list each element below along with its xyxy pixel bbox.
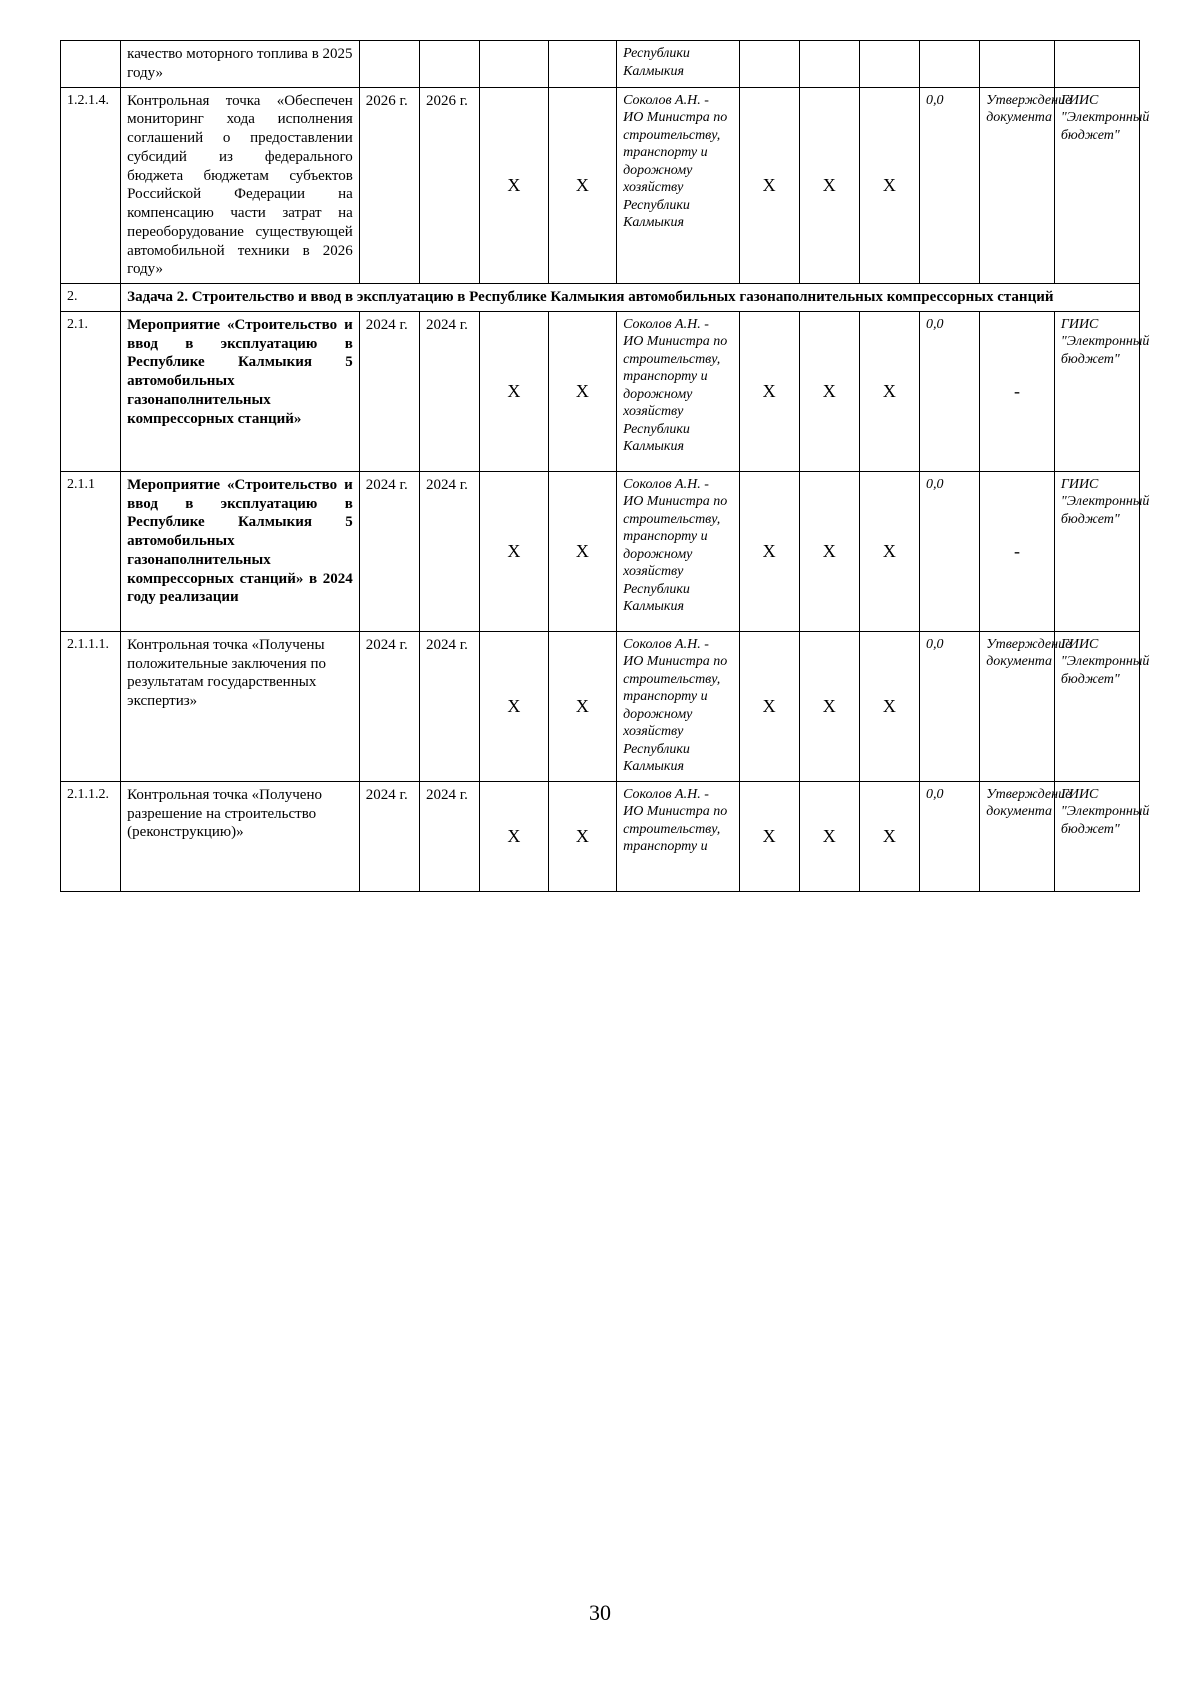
row-name: Контрольная точка «Получены положительные заключения по результатам государственных экспертиз» (121, 631, 360, 781)
row-x-mark: X (799, 311, 859, 471)
row-end: 2024 г. (419, 311, 479, 471)
row-x-mark: X (739, 631, 799, 781)
row-name: качество моторного топлива в 2025 году» (121, 41, 360, 88)
row-end: 2024 г. (419, 471, 479, 631)
row-x-mark: X (799, 631, 859, 781)
row-name: Контрольная точка «Обеспечен мониторинг хода исполнения соглашений о предоставлении субсидий из федерального бюджета бюджетам субъектов Российской Федерации на компенсацию части затрат на переоборудование существующей автомобильной техники в 2026 году» (121, 87, 360, 284)
row-amount: 0,0 (920, 87, 980, 284)
row-amount: 0,0 (920, 631, 980, 781)
table-row (61, 41, 1140, 88)
row-x-mark: X (548, 631, 616, 781)
row-start: 2024 г. (359, 471, 419, 631)
row-x-mark: X (859, 471, 919, 631)
row-number: 2.1.1.1. (61, 631, 121, 781)
row-end: 2024 г. (419, 781, 479, 891)
row-amount: 0,0 (920, 781, 980, 891)
row-responsible: Соколов А.Н. - ИО Министра по строительству, транспорту и дорожному хозяйству Республики Калмыкия (617, 311, 739, 471)
row-x-mark: X (548, 781, 616, 891)
row-x-mark: X (548, 471, 616, 631)
row-number: 2.1.1 (61, 471, 121, 631)
row-document: - (980, 471, 1055, 631)
row-responsible: Соколов А.Н. - ИО Министра по строительству, транспорту и дорожному хозяйству Республики Калмыкия (617, 471, 739, 631)
row-system: ГИИС "Электронный бюджет" (1054, 87, 1139, 284)
plan-table (60, 40, 1150, 892)
row-document: - (980, 311, 1055, 471)
row-document: Утверждение документа (980, 631, 1055, 781)
table-row (61, 781, 1140, 891)
table-row (61, 87, 1140, 284)
row-start: 2024 г. (359, 311, 419, 471)
row-responsible: Соколов А.Н. - ИО Министра по строительству, транспорту и (617, 781, 739, 891)
task-title: Задача 2. Строительство и ввод в эксплуатацию в Республике Калмыкия автомобильных газонаполнительных компрессорных станций (121, 284, 1140, 312)
row-document: Утверждение документа (980, 781, 1055, 891)
row-start: 2024 г. (359, 781, 419, 891)
task-row (61, 284, 1140, 312)
row-x-mark: X (480, 471, 548, 631)
page-number: 30 (589, 1600, 611, 1625)
table-row (61, 471, 1140, 631)
row-x-mark: X (859, 311, 919, 471)
row-name: Мероприятие «Строительство и ввод в эксплуатацию в Республике Калмыкия 5 автомобильных газонаполнительных компрессорных станций» в 2024 году реализации (121, 471, 360, 631)
row-system: ГИИС "Электронный бюджет" (1054, 781, 1139, 891)
row-amount: 0,0 (920, 471, 980, 631)
row-x-mark: X (859, 781, 919, 891)
row-responsible: Соколов А.Н. - ИО Министра по строительству, транспорту и дорожному хозяйству Республики Калмыкия (617, 87, 739, 284)
row-responsible: Соколов А.Н. - ИО Министра по строительству, транспорту и дорожному хозяйству Республики Калмыкия (617, 631, 739, 781)
row-x-mark: X (739, 781, 799, 891)
row-x-mark: X (548, 87, 616, 284)
row-x-mark: X (739, 311, 799, 471)
row-start: 2026 г. (359, 87, 419, 284)
row-x-mark: X (799, 781, 859, 891)
row-x-mark: X (480, 781, 548, 891)
row-x-mark: X (799, 87, 859, 284)
row-x-mark: X (739, 471, 799, 631)
row-amount: 0,0 (920, 311, 980, 471)
document-page (60, 40, 1150, 892)
row-end: 2024 г. (419, 631, 479, 781)
row-x-mark: X (739, 87, 799, 284)
row-x-mark: X (480, 87, 548, 284)
row-x-mark: X (480, 631, 548, 781)
table-row (61, 311, 1140, 471)
row-system: ГИИС "Электронный бюджет" (1054, 311, 1139, 471)
row-x-mark: X (548, 311, 616, 471)
row-start: 2024 г. (359, 631, 419, 781)
row-x-mark: X (799, 471, 859, 631)
row-system: ГИИС "Электронный бюджет" (1054, 631, 1139, 781)
row-number: 2.1. (61, 311, 121, 471)
row-name: Мероприятие «Строительство и ввод в эксплуатацию в Республике Калмыкия 5 автомобильных газонаполнительных компрессорных станций» (121, 311, 360, 471)
row-number: 2.1.1.2. (61, 781, 121, 891)
task-number: 2. (61, 284, 121, 312)
row-name: Контрольная точка «Получено разрешение на строительство (реконструкцию)» (121, 781, 360, 891)
row-x-mark: X (480, 311, 548, 471)
row-system: ГИИС "Электронный бюджет" (1054, 471, 1139, 631)
row-document: Утверждение документа (980, 87, 1055, 284)
table-row (61, 631, 1140, 781)
row-x-mark: X (859, 631, 919, 781)
row-end: 2026 г. (419, 87, 479, 284)
row-number: 1.2.1.4. (61, 87, 121, 284)
row-x-mark: X (859, 87, 919, 284)
row-responsible: Республики Калмыкия (617, 41, 739, 88)
